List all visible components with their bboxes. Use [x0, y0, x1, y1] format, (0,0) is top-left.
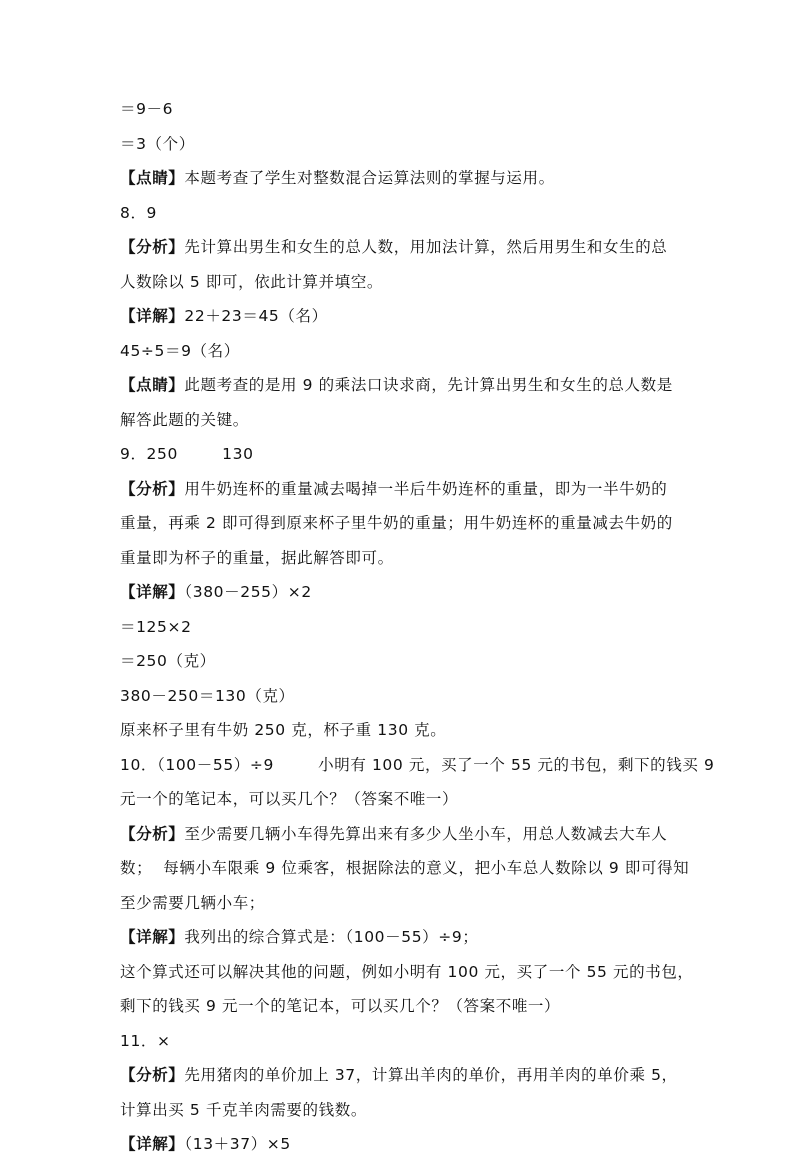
section-tag: 【详解】 [120, 307, 185, 325]
text-line [120, 92, 680, 127]
section-tag: 【详解】 [120, 1135, 185, 1153]
line-text: （380－255）×2 [184, 583, 312, 601]
text-line [120, 713, 680, 748]
text-line [120, 334, 680, 369]
text-line [120, 610, 680, 645]
line-text: ＝250（克） [120, 652, 216, 670]
line-text: 解答此题的关键。 [120, 410, 249, 429]
text-line [120, 506, 680, 541]
text-line [120, 644, 680, 679]
document-body [120, 92, 715, 1162]
text-line [120, 817, 680, 852]
line-text: 先计算出男生和女生的总人数，用加法计算，然后用男生和女生的总 [184, 238, 668, 256]
text-line [120, 920, 680, 955]
section-tag: 【点睛】 [120, 376, 185, 394]
text-line [120, 748, 715, 783]
line-text: 数； 每辆小车限乘 9 位乘客，根据除法的意义，把小车总人数除以 9 即可得知 [120, 859, 690, 877]
line-text: 380－250＝130（克） [120, 686, 295, 705]
text-line [120, 403, 680, 438]
text-line [120, 1058, 680, 1093]
line-text: ＝9－6 [120, 100, 174, 118]
line-text: 至少需要几辆小车得先算出来有多少人坐小车，用总人数减去大车人 [184, 824, 668, 843]
text-line [120, 368, 680, 403]
line-text: ＝3（个） [120, 134, 195, 153]
text-line [120, 230, 680, 265]
text-line [120, 851, 690, 886]
line-text: 先用猪肉的单价加上 37，计算出羊肉的单价，再用羊肉的单价乘 5， [184, 1066, 678, 1084]
line-text: ＝125×2 [120, 617, 192, 636]
line-text: 此题考查的是用 9 的乘法口诀求商，先计算出男生和女生的总人数是 [184, 376, 673, 394]
text-line [120, 575, 680, 610]
text-line [120, 437, 680, 472]
text-line [120, 955, 694, 990]
text-line [120, 265, 680, 300]
line-text: 人数除以 5 即可，依此计算并填空。 [120, 272, 384, 291]
text-line [120, 472, 680, 507]
text-line [120, 1127, 680, 1162]
section-tag: 【分析】 [120, 824, 185, 843]
line-text: 用牛奶连杯的重量减去喝掉一半后牛奶连杯的重量，即为一半牛奶的 [184, 479, 668, 498]
text-line [120, 541, 680, 576]
line-text: 计算出买 5 千克羊肉需要的钱数。 [120, 1100, 367, 1119]
section-tag: 【分析】 [120, 479, 185, 498]
section-tag: 【分析】 [120, 1066, 185, 1084]
line-text: 45÷5＝9（名） [120, 341, 240, 360]
line-text: 9．250 130 [120, 445, 254, 463]
line-text: 10．（100－55）÷9 小明有 100 元，买了一个 55 元的书包，剩下的钱买 9 [120, 755, 715, 774]
line-text: 重量，再乘 2 即可得到原来杯子里牛奶的重量；用牛奶连杯的重量减去牛奶的 [120, 514, 673, 532]
section-tag: 【详解】 [120, 928, 185, 946]
text-line [120, 886, 680, 921]
text-line [120, 782, 680, 817]
section-tag: 【分析】 [120, 238, 185, 256]
text-line [120, 127, 680, 162]
text-line [120, 989, 680, 1024]
line-text: 8．9 [120, 203, 158, 222]
line-text: 原来杯子里有牛奶 250 克，杯子重 130 克。 [120, 721, 447, 739]
section-tag: 【详解】 [120, 583, 185, 601]
line-text: 我列出的综合算式是：（100－55）÷9； [184, 928, 479, 946]
line-text: （13＋37）×5 [184, 1135, 291, 1153]
text-line [120, 161, 680, 196]
text-line [120, 299, 680, 334]
line-text: 至少需要几辆小车； [120, 893, 265, 912]
text-line [120, 196, 680, 231]
text-line [120, 679, 680, 714]
line-text: 元一个的笔记本，可以买几个？（答案不唯一） [120, 790, 459, 808]
line-text: 重量即为杯子的重量，据此解答即可。 [120, 548, 394, 567]
line-text: 22＋23＝45（名） [184, 307, 328, 325]
line-text: 这个算式还可以解决其他的问题，例如小明有 100 元，买了一个 55 元的书包， [120, 962, 694, 981]
text-line [120, 1093, 680, 1128]
line-text: 本题考查了学生对整数混合运算法则的掌握与运用。 [184, 169, 555, 187]
text-line [120, 1024, 680, 1059]
line-text: 剩下的钱买 9 元一个的笔记本，可以买几个？（答案不唯一） [120, 997, 561, 1015]
line-text: 11．× [120, 1031, 171, 1050]
section-tag: 【点睛】 [120, 169, 185, 187]
